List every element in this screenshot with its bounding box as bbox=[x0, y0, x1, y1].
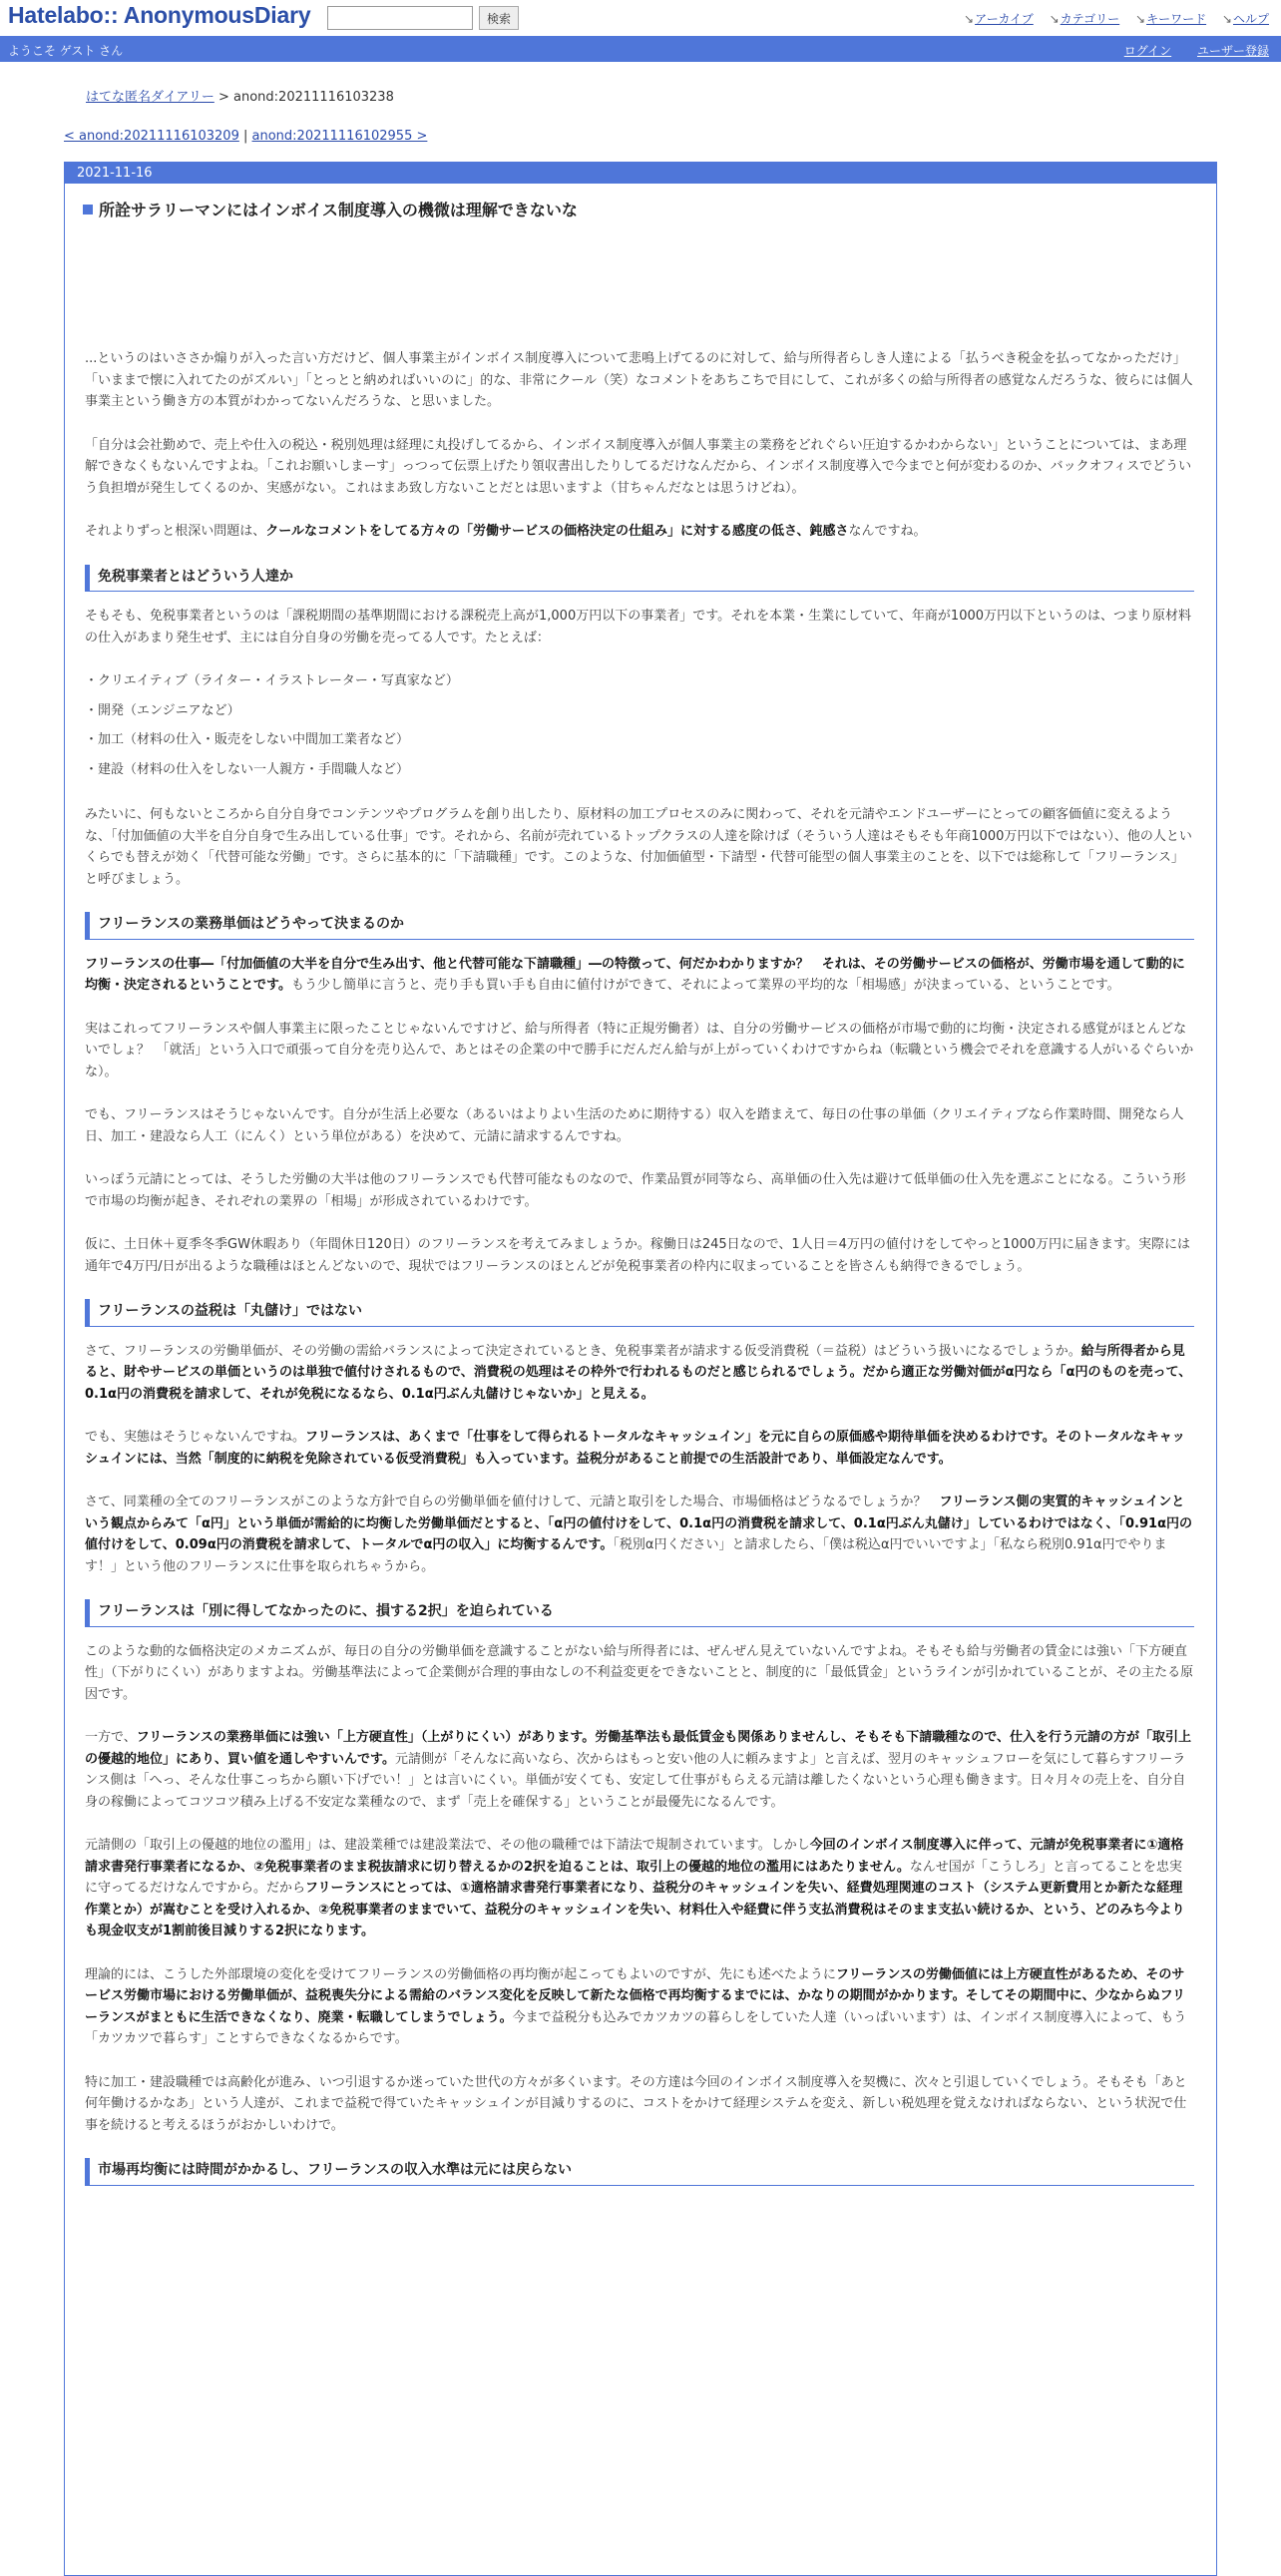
paragraph: 元請側の「取引上の優越的地位の濫用」は、建設業種では建設業法で、その他の職種では下請法で規制されています。しかし今回のインボイス制度導入に伴って、元請が免税事業者に①適格請求書発行事業者になるか、②免税事業者のまま税抜請求に切り替えるかの2択を迫ることは、取引上の優越的地位の濫用にはあたりません。なんせ国が「こうしろ」と言ってることを忠実に守ってるだけなんですから。だからフリーランスにとっては、①適格請求書発行事業者になり、益税分のキャッシュインを失い、経費処理関連のコスト（システム更新費用とか新たな経理作業とか）が嵩むことを受け入れるか、②免税事業者のままでいて、益税分のキャッシュインを失い、材料仕入や経費に伴う支払消費税はそのまま支払い続けるか、という、どのみち今よりも現金収支が1割前後目減りする2択になります。 bbox=[85, 1838, 1185, 1938]
paragraph: さて、同業種の全てのフリーランスがこのような方針で自らの労働単価を値付けして、元請と取引をした場合、市場価格はどうなるでしょうか？ フリーランス側の実質的キャッシュインという観点からみて「α円」という単価が需給的に均衡した労働単価だとすると、「α円の値付けをして、0.1α円の消費税を請求して、0.1α円ぶん丸儲け」しているわけではなく、「0.91α円の値付けをして、0.09α円の消費税を請求して、トータルでα円の収入」に均衡するんです。「税別α円ください」と請求したら、「僕は税込α円でいいですよ」「私なら税別0.91α円でやります！」という他のフリーランスに仕事を取られちゃうから。 bbox=[85, 1495, 1193, 1574]
top-bar bbox=[0, 0, 1281, 36]
nav-keyword-link[interactable]: ↘ キーワード bbox=[1135, 12, 1206, 26]
entry-date: 2021-11-16 bbox=[65, 162, 1216, 184]
list-item: ・クリエイティブ（ライター・イラストレーター・写真家など） bbox=[85, 673, 459, 688]
nav-archive-link[interactable]: ↘ アーカイブ bbox=[964, 12, 1034, 26]
site-logo[interactable]: Hatelabo:: AnonymousDiary bbox=[8, 2, 311, 28]
section-heading: フリーランスの益税は「丸儲け」ではない bbox=[85, 1299, 1194, 1327]
title-bullet-icon[interactable] bbox=[83, 205, 93, 215]
register-link[interactable]: ユーザー登録 bbox=[1196, 44, 1269, 58]
breadcrumb bbox=[86, 86, 1281, 105]
paragraph: 特に加工・建設職種では高齢化が進み、いつ引退するか迷っていた世代の方々が多くいます。その方達は今回のインボイス制度導入を契機に、次々と引退していくでしょう。そもそも「あと何年働けるかなあ」という人達が、これまで益税で得ていたキャッシュインが目減りするのに、コストをかけて経理システムを変え、新しい税処理を覚えなければならない、という状況で仕事を続けると考えるほうがおかしいわけで。 bbox=[85, 2074, 1187, 2133]
top-nav bbox=[952, 10, 1269, 27]
search-button[interactable]: 検索 bbox=[479, 6, 519, 30]
paragraph: でも、実態はそうじゃないんですね。フリーランスは、あくまで「仕事をして得られるトータルなキャッシュイン」を元に自らの原価感や期待単価を決めるわけです。そのトータルなキャッシュインには、当然「制度的に納税を免除されている仮受消費税」も入っています。益税分があること前提での生活設計であり、単価設定なんです。 bbox=[85, 1430, 1185, 1467]
breadcrumb-separator: > bbox=[214, 90, 234, 105]
welcome-text: ようこそ ゲスト さん bbox=[8, 44, 124, 58]
paragraph: いっぽう元請にとっては、そうした労働の大半は他のフリーランスでも代替可能なものなので、作業品質が同等なら、高単価の仕入先は避けて低単価の仕入先を選ぶことになる。こういう形で市場の均衡が起き、それぞれの業界の「相場」が形成されているわけです。 bbox=[85, 1172, 1186, 1209]
entry-body bbox=[65, 348, 1216, 2186]
entry-title bbox=[83, 198, 1216, 220]
section-heading: 市場再均衡には時間がかかるし、フリーランスの収入水準は元には戻らない bbox=[85, 2158, 1194, 2186]
next-entry-link[interactable]: anond:20211116102955 > bbox=[251, 129, 428, 144]
paragraph: 仮に、土日休＋夏季冬季GW休暇あり（年間休日120日）のフリーランスを考えてみましょうか。稼働日は245日なので、1人日＝4万円の値付けをしてやっと1000万円に届きます。実際には通年で4万円/日が出るような職種はほとんどないので、現状ではフリーランスのほとんどが免税事業者の枠内に収まっていることを皆さんも納得できるでしょう。 bbox=[85, 1237, 1190, 1274]
list-item: ・加工（材料の仕入・販売をしない中間加工業者など） bbox=[85, 732, 410, 747]
nav-help-link[interactable]: ↘ ヘルプ bbox=[1222, 12, 1269, 26]
example-list bbox=[85, 670, 1194, 780]
paragraph: フリーランスの仕事―「付加価値の大半を自分で生み出す、他と代替可能な下請職種」―の特徴って、何だかわかりますか？ それは、その労働サービスの価格が、労働市場を通して動的に均衡・決定されるということです。もう少し簡単に言うと、売り手も買い手も自由に値付けができて、それによって業界の平均的な「相場感」が決まっている、ということです。 bbox=[85, 956, 1185, 993]
list-item: ・開発（エンジニアなど） bbox=[85, 702, 240, 718]
pager-separator: | bbox=[238, 129, 252, 144]
breadcrumb-home-link[interactable]: はてな匿名ダイアリー bbox=[86, 90, 214, 105]
paragraph: そもそも、免税事業者というのは「課税期間の基準期間における課税売上高が1,000万円以下の事業者」です。それを本業・生業にしていて、年商が1000万円以下というのは、つまり原材料の仕入があまり発生せず、主には自分自身の労働を売ってる人です。たとえば： bbox=[85, 609, 1192, 645]
paragraph: みたいに、何もないところから自分自身でコンテンツやプログラムを創り出したり、原材料の加工プロセスのみに関わって、それを元請やエンドユーザーにとっての顧客価値に変えるような、「付加価値の大半を自分自身で生み出している仕事」です。それから、名前が売れているトップクラスの人達を除けば（そういう人達はそもそも年商1000万円以下ではない）、他の人といくらでも替えが効く「代替可能な労働」です。さらに基本的に「下請職種」です。このような、付加価値型・下請型・代替可能型の個人事業主のことを、以下では総称して「フリーランス」と呼びましょう。 bbox=[85, 807, 1192, 887]
nav-category-link[interactable]: ↘ カテゴリー bbox=[1050, 12, 1120, 26]
login-link[interactable]: ログイン bbox=[1123, 44, 1172, 58]
paragraph: ...というのはいささか煽りが入った言い方だけど、個人事業主がインボイス制度導入について悲鳴上げてるのに対して、給与所得者らしき人達による「払うべき税金を払ってなかっただけ」「いままで懐に入れてたのがズルい」「とっとと納めればいいのに」的な、非常にクール（笑）なコメントをあちこちで目にして、これが多くの給与所得者の感覚なんだろうな、彼らには個人事業主という働き方の本質がわかってないんだろうな、と思いました。 bbox=[85, 351, 1193, 409]
paragraph: それよりずっと根深い問題は、クールなコメントをしてる方々の「労働サービスの価格決定の仕組み」に対する感度の低さ、鈍感さなんですね。 bbox=[85, 524, 927, 539]
entry-pager bbox=[64, 129, 1281, 144]
search-input[interactable] bbox=[327, 6, 473, 30]
section-heading: フリーランスは「別に得してなかったのに、損する2択」を迫られている bbox=[85, 1599, 1194, 1627]
account-links bbox=[1102, 42, 1269, 59]
entry-box bbox=[64, 162, 1217, 2576]
breadcrumb-current: anond:20211116103238 bbox=[233, 90, 394, 105]
paragraph: 「自分は会社勤めで、売上や仕入の税込・税別処理は経理に丸投げしてるから、インボイス制度導入が個人事業主の業務をどれぐらい圧迫するかわからない」ということについては、まあ理解できなくもないんですよね。「これお願いしまーす」っつって伝票上げたり領収書出したりしてるだけなんだから、インボイス制度導入で今までと何が変わるのか、バックオフィスでどういう負担増が発生してくるのか、実感がない。これはまあ致し方ないことだとは思いますよ（甘ちゃんだなとは思うけどね）。 bbox=[85, 437, 1192, 496]
paragraph: 理論的には、こうした外部環境の変化を受けてフリーランスの労働価格の再均衡が起こってもよいのですが、先にも述べたようにフリーランスの労働価値には上方硬直性があるため、そのサービス労働市場における労働単価が、益税喪失分による需給のバランス変化を反映して新たな価格で再均衡するまでには、かなりの期間がかかります。そしてその期間中に、少なからぬフリーランスがまともに生活できなくなり、廃業・転職してしまうでしょう。今まで益税分も込みでカツカツの暮らしをしていた人達（いっぱいいます）は、インボイス制度導入によって、もう「カツカツで暮らす」ことすらできなくなるからです。 bbox=[85, 1966, 1187, 2046]
paragraph: さて、フリーランスの労働単価が、その労働の需給バランスによって決定されているとき、免税事業者が請求する仮受消費税（＝益税）はどういう扱いになるでしょうか。給与所得者から見ると、財やサービスの単価というのは単独で値付けされるもので、消費税の処理はその枠外で行われるものだと感じられるでしょう。だから適正な労働対価がα円なら「α円のものを売って、0.1α円の消費税を請求して、それが免税になるなら、0.1α円ぶん丸儲けじゃないか」と見える。 bbox=[85, 1343, 1192, 1402]
section-heading: 免税事業者とはどういう人達か bbox=[85, 565, 1194, 593]
entry-title-text: 所詮サラリーマンにはインボイス制度導入の機微は理解できないな bbox=[99, 201, 578, 219]
paragraph: このような動的な価格決定のメカニズムが、毎日の自分の労働単価を意識することがない給与所得者には、ぜんぜん見えていないんですよね。そもそも給与労働者の賃金には強い「下方硬直性」（下がりにくい）がありますよね。労働基準法によって企業側が合理的事由なしの不利益変更をできないことと、制度的に「最低賃金」というラインが引かれていることが、その主たる原因です。 bbox=[85, 1643, 1194, 1702]
section-heading: フリーランスの業務単価はどうやって決まるのか bbox=[85, 912, 1194, 940]
paragraph: でも、フリーランスはそうじゃないんです。自分が生活上必要な（あるいはよりよい生活のために期待する）収入を踏まえて、毎日の仕事の単価（クリエイティブなら作業時間、開発なら人日、加工・建設なら人工（にんく）という単位がある）を決めて、元請に請求するんですね。 bbox=[85, 1107, 1184, 1144]
prev-entry-link[interactable]: < anond:20211116103209 bbox=[64, 129, 239, 144]
paragraph: 実はこれってフリーランスや個人事業主に限ったことじゃないんですけど、給与所得者（特に正規労働者）は、自分の労働サービスの価格が市場で動的に均衡・決定される感覚がほとんどないでしょ？ 「就活」という入口で頑張って自分を売り込んで、あとはその企業の中で勝手にだんだん給与が上がっていくわけですからね（転職という機会でそれを意識する人がいるぐらいかな）。 bbox=[85, 1021, 1194, 1079]
list-item: ・建設（材料の仕入をしない一人親方・手間職人など） bbox=[85, 761, 410, 777]
user-bar bbox=[0, 36, 1281, 62]
paragraph: 一方で、フリーランスの業務単価には強い「上方硬直性」（上がりにくい）があります。労働基準法も最低賃金も関係ありませんし、そもそも下請職種なので、仕入を行う元請の方が「取引上の優越的地位」にあり、買い値を通しやすいんです。元請側が「そんなに高いなら、次からはもっと安い他の人に頼みますよ」と言えば、翌月のキャッシュフローを気にして暮らすフリーランス側は「へっ、そんな仕事こっちから願い下げでい！」とは言いにくい。単価が安くても、安定して仕事がもらえる元請は離したくないという心理も働きます。日々月々の売上を、自分自身の稼働によってコツコツ積み上げる不安定な業種なので、まず「売上を確保する」ということが最優先になるんです。 bbox=[85, 1730, 1192, 1810]
